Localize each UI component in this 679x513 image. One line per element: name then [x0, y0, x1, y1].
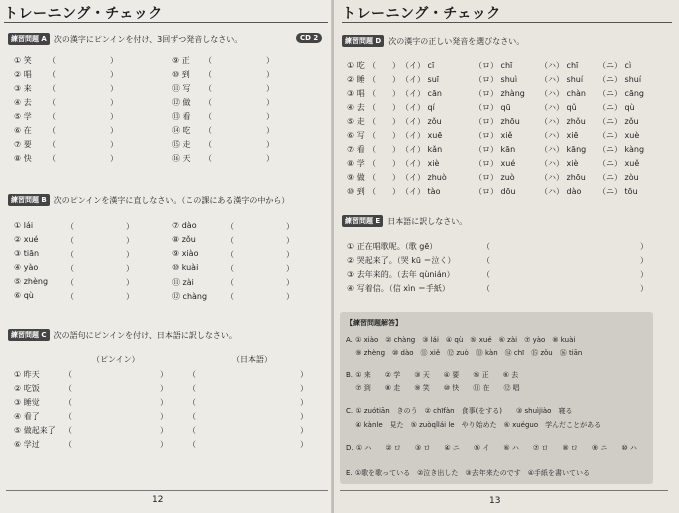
table-cell: （ロ） qū — [474, 103, 511, 112]
bracket: ） — [266, 126, 274, 135]
bracket: ） — [286, 236, 294, 245]
list-item: ④ yào — [14, 263, 39, 272]
bracket: （ — [188, 412, 196, 421]
bracket: ） — [266, 70, 274, 79]
answer-line: ④ kànle 見た ⑤ zuòqǐlái le やり始めた ⑥ xuéguo 学んだことがある — [346, 421, 602, 429]
answer-line: A. ① xiào ② chàng ③ lái ④ qù ⑤ xué ⑥ zài ⑦ yào ⑧ kuài — [346, 336, 576, 344]
exercise-badge: 練習問題 C — [8, 329, 50, 341]
bracket: （ — [48, 154, 56, 163]
table-cell: （ニ） xuè — [598, 131, 640, 140]
pinyin-column-header: （ピンイン） — [92, 355, 140, 364]
bracket: （ ） — [368, 103, 400, 112]
list-item: ⑥ 在 — [14, 126, 32, 135]
list-item: ② xué — [14, 235, 39, 244]
list-item: ⑧ 快 — [14, 154, 32, 163]
table-cell: ⑤ 走 — [347, 117, 365, 126]
bracket: ） — [266, 140, 274, 149]
bracket: ） — [110, 56, 118, 65]
list-item: ① lái — [14, 221, 34, 230]
bracket: （ — [188, 398, 196, 407]
bracket: （ — [226, 222, 234, 231]
list-item: ⑦ 要 — [14, 140, 32, 149]
exercise-instruction: 次の語句にピンインを付け、日本語に訳しなさい。 — [53, 330, 237, 340]
title-rule — [4, 22, 328, 23]
table-cell: （イ） cī — [401, 61, 435, 70]
bracket: （ — [226, 292, 234, 301]
exercise-d-heading — [342, 35, 524, 47]
bracket: （ — [204, 84, 212, 93]
bracket: ） — [126, 292, 134, 301]
list-item: ③ 睡觉 — [14, 398, 40, 407]
bracket: （ — [188, 384, 196, 393]
bracket: （ — [482, 284, 490, 293]
exercise-instruction: 次の漢字の正しい発音を選びなさい。 — [388, 36, 525, 46]
table-cell: （ニ） zǒu — [598, 117, 639, 126]
bracket: ） — [300, 398, 308, 407]
bracket: （ — [64, 426, 72, 435]
exercise-instruction: 次の漢字にピンインを付け、3回ずつ発音しなさい。 — [53, 34, 243, 44]
bracket: （ — [64, 412, 72, 421]
table-cell: （イ） tào — [401, 187, 441, 196]
list-item: ⑨ 正 — [172, 56, 190, 65]
table-cell: ② 睡 — [347, 75, 365, 84]
bracket: （ — [188, 426, 196, 435]
bracket: ） — [266, 56, 274, 65]
table-cell: （ハ） xiè — [540, 159, 579, 168]
bracket: （ — [226, 264, 234, 273]
bracket: ） — [300, 370, 308, 379]
table-cell: （ロ） zhōu — [474, 117, 520, 126]
bracket: （ — [482, 256, 490, 265]
bracket: ） — [110, 112, 118, 121]
bracket: （ — [226, 236, 234, 245]
list-item: ⑬ 看 — [172, 112, 191, 121]
bracket: ） — [126, 222, 134, 231]
table-cell: （ロ） xué — [474, 159, 516, 168]
table-cell: （ハ） zhōu — [540, 173, 586, 182]
exercise-a-heading — [8, 33, 242, 45]
table-cell: （ニ） cì — [598, 61, 632, 70]
list-item: ④ 去 — [14, 98, 32, 107]
table-cell: （ハ） kāng — [540, 145, 587, 154]
table-cell: ⑥ 写 — [347, 131, 365, 140]
bracket: ） — [126, 278, 134, 287]
bracket: （ — [48, 140, 56, 149]
table-cell: （ハ） dào — [540, 187, 582, 196]
table-cell: （ニ） kàng — [598, 145, 645, 154]
list-item: ⑤ zhèng — [14, 277, 49, 286]
list-item: ② 哭起来了。（哭 kū ＝泣く） — [347, 256, 456, 265]
table-cell: ④ 去 — [347, 103, 365, 112]
list-item: ⑫ 做 — [172, 98, 191, 107]
table-cell: （ニ） xuě — [598, 159, 640, 168]
bracket: （ — [48, 126, 56, 135]
cd-track-badge: CD 2 — [296, 33, 322, 43]
bracket: （ — [482, 270, 490, 279]
list-item: ⑪ 写 — [172, 84, 191, 93]
list-item: ④ 写着信。（信 xìn ＝手紙） — [347, 284, 450, 293]
list-item: ⑥ qù — [14, 291, 34, 300]
table-cell: （ロ） zhàng — [474, 89, 525, 98]
bracket: （ ） — [368, 159, 400, 168]
bracket: （ — [48, 84, 56, 93]
list-item: ⑭ 吃 — [172, 126, 191, 135]
list-item: ⑩ kuài — [172, 263, 199, 272]
bracket: （ — [482, 242, 490, 251]
table-cell: （イ） zhuò — [401, 173, 447, 182]
bracket: （ — [64, 370, 72, 379]
bracket: （ ） — [368, 61, 400, 70]
list-item: ⑥ 学过 — [14, 440, 40, 449]
bracket: ） — [300, 426, 308, 435]
bracket: ） — [266, 84, 274, 93]
table-cell: ⑨ 做 — [347, 173, 365, 182]
table-cell: ⑩ 到 — [347, 187, 365, 196]
bracket: （ ） — [368, 75, 400, 84]
list-item: ⑤ 做起来了 — [14, 426, 56, 435]
bracket: ） — [266, 98, 274, 107]
bracket: ） — [286, 292, 294, 301]
table-cell: （イ） zǒu — [401, 117, 442, 126]
list-item: ⑧ zǒu — [172, 235, 196, 244]
bracket: （ ） — [368, 131, 400, 140]
table-cell: （ロ） kān — [474, 145, 516, 154]
bracket: （ — [66, 236, 74, 245]
list-item: ⑤ 学 — [14, 112, 32, 121]
bracket: ） — [286, 264, 294, 273]
bracket: （ ） — [368, 173, 400, 182]
list-item: ⑦ dào — [172, 221, 197, 230]
table-cell: （ニ） zòu — [598, 173, 639, 182]
table-cell: （ロ） zuò — [474, 173, 515, 182]
exercise-badge: 練習問題 E — [342, 215, 383, 227]
exercise-instruction: 日本語に訳しなさい。 — [387, 216, 468, 226]
list-item: ② 唱 — [14, 70, 32, 79]
bracket: （ — [66, 250, 74, 259]
bracket: （ — [66, 278, 74, 287]
table-cell: （イ） xiè — [401, 159, 440, 168]
table-cell: （イ） qí — [401, 103, 435, 112]
bracket: ） — [126, 236, 134, 245]
exercise-badge: 練習問題 D — [342, 35, 384, 47]
bracket: ） — [110, 70, 118, 79]
answer-line: C. ① zuótiān きのう ② chīfàn 食事(をする) ③ shuìjiào 寝る — [346, 407, 573, 415]
bracket: ） — [300, 412, 308, 421]
table-cell: （ロ） dōu — [474, 187, 516, 196]
exercise-badge: 練習問題 A — [8, 33, 50, 45]
table-cell: （イ） xuē — [401, 131, 443, 140]
bracket: ） — [126, 264, 134, 273]
list-item: ③ tiān — [14, 249, 40, 258]
bracket: （ — [48, 70, 56, 79]
japanese-column-header: （日本語） — [232, 355, 272, 364]
bracket: （ — [188, 440, 196, 449]
table-cell: （ハ） zhǒu — [540, 117, 586, 126]
table-cell: （ロ） chī — [474, 61, 513, 70]
bracket: ） — [286, 222, 294, 231]
exercise-e-heading — [342, 215, 467, 227]
bracket: ） — [300, 440, 308, 449]
table-cell: （ニ） qù — [598, 103, 635, 112]
table-cell: ③ 唱 — [347, 89, 365, 98]
answer-line: ⑦ 到 ⑧ 走 ⑨ 笑 ⑩ 快 ⑪ 在 ⑫ 唱 — [346, 384, 520, 392]
bracket: （ — [64, 440, 72, 449]
bracket: ） — [266, 154, 274, 163]
bracket: （ — [204, 154, 212, 163]
list-item: ⑮ 走 — [172, 140, 191, 149]
table-cell: （ニ） tōu — [598, 187, 638, 196]
list-item: ⑨ xiào — [172, 249, 199, 258]
bracket: ） — [640, 284, 648, 293]
bracket: ） — [266, 112, 274, 121]
bracket: ） — [160, 398, 168, 407]
bracket: （ — [204, 56, 212, 65]
exercise-b-heading — [8, 194, 289, 206]
bracket: ） — [160, 370, 168, 379]
exercise-badge: 練習問題 B — [8, 194, 50, 206]
answer-key-title: 【練習問題解答】 — [346, 319, 402, 327]
bracket: ） — [126, 250, 134, 259]
left-page — [0, 0, 333, 513]
bracket: （ — [204, 98, 212, 107]
table-cell: （ニ） shuí — [598, 75, 642, 84]
answer-line: D. ① ハ ② ロ ③ ロ ④ ニ ⑤ イ ⑥ ハ ⑦ ロ ⑧ ロ ⑨ ニ ⑩ ハ — [346, 444, 637, 452]
list-item: ② 吃饭 — [14, 384, 40, 393]
table-cell: （ハ） shuí — [540, 75, 584, 84]
table-cell: ① 吃 — [347, 61, 365, 70]
page-title: トレーニング・チェック — [342, 6, 501, 22]
page-title: トレーニング・チェック — [4, 6, 163, 22]
answer-line: E. ①歌を歌っている ②泣き出した ③去年来たのです ④手紙を書いている — [346, 469, 590, 477]
footer-rule — [340, 490, 668, 491]
bracket: （ — [66, 292, 74, 301]
bracket: ） — [110, 84, 118, 93]
exercise-c-heading — [8, 329, 237, 341]
bracket: ） — [160, 412, 168, 421]
list-item: ⑯ 天 — [172, 154, 191, 163]
bracket: ） — [110, 154, 118, 163]
bracket: ） — [300, 384, 308, 393]
bracket: ） — [286, 250, 294, 259]
bracket: ） — [160, 384, 168, 393]
bracket: （ ） — [368, 145, 400, 154]
table-cell: （ハ） chàn — [540, 89, 586, 98]
title-rule — [342, 22, 672, 23]
table-cell: ⑧ 学 — [347, 159, 365, 168]
table-cell: （イ） suī — [401, 75, 440, 84]
bracket: （ — [204, 126, 212, 135]
page-number: 12 — [152, 495, 164, 505]
answer-line: B. ① 来 ② 学 ③ 天 ④ 要 ⑤ 正 ⑥ 去 — [346, 371, 519, 379]
footer-rule — [6, 490, 328, 491]
bracket: ） — [160, 426, 168, 435]
list-item: ③ 去年来的。（去年 qùnián） — [347, 270, 455, 279]
bracket: （ — [64, 398, 72, 407]
bracket: （ — [204, 112, 212, 121]
table-cell: （ロ） xiě — [474, 131, 513, 140]
table-cell: （ロ） shuì — [474, 75, 518, 84]
bracket: （ — [48, 56, 56, 65]
list-item: ④ 看了 — [14, 412, 40, 421]
table-cell: （ハ） xiē — [540, 131, 579, 140]
bracket: ） — [110, 98, 118, 107]
bracket: （ — [48, 98, 56, 107]
list-item: ① 昨天 — [14, 370, 40, 379]
bracket: ） — [640, 242, 648, 251]
table-cell: ⑦ 看 — [347, 145, 365, 154]
bracket: ） — [110, 140, 118, 149]
table-cell: （ニ） cāng — [598, 89, 644, 98]
bracket: ） — [110, 126, 118, 135]
bracket: ） — [286, 278, 294, 287]
bracket: （ — [226, 250, 234, 259]
bracket: ） — [160, 440, 168, 449]
bracket: （ — [204, 70, 212, 79]
list-item: ⑫ chàng — [172, 292, 208, 301]
bracket: （ — [204, 140, 212, 149]
table-cell: （イ） cān — [401, 89, 442, 98]
bracket: （ ） — [368, 117, 400, 126]
bracket: ） — [640, 256, 648, 265]
exercise-instruction: 次のピンインを漢字に直しなさい。（この課にある漢字の中から） — [53, 195, 290, 205]
list-item: ⑩ 到 — [172, 70, 190, 79]
table-cell: （イ） kǎn — [401, 145, 443, 154]
bracket: （ — [48, 112, 56, 121]
bracket: （ — [64, 384, 72, 393]
list-item: ⑪ zài — [172, 278, 194, 287]
list-item: ③ 来 — [14, 84, 32, 93]
bracket: （ — [188, 370, 196, 379]
answer-line: ⑨ zhèng ⑩ dào ⑪ xiě ⑫ zuò ⑬ kàn ⑭ chī ⑮ zǒu ⑯ tiān — [346, 349, 583, 357]
bracket: （ — [66, 264, 74, 273]
bracket: （ ） — [368, 187, 400, 196]
page-number: 13 — [489, 496, 501, 506]
table-cell: （ハ） qǔ — [540, 103, 577, 112]
bracket: （ ） — [368, 89, 400, 98]
list-item: ① 正在唱歌呢。（歌 gē） — [347, 242, 438, 251]
list-item: ① 笑 — [14, 56, 32, 65]
bracket: ） — [640, 270, 648, 279]
bracket: （ — [66, 222, 74, 231]
bracket: （ — [226, 278, 234, 287]
table-cell: （ハ） chī — [540, 61, 579, 70]
